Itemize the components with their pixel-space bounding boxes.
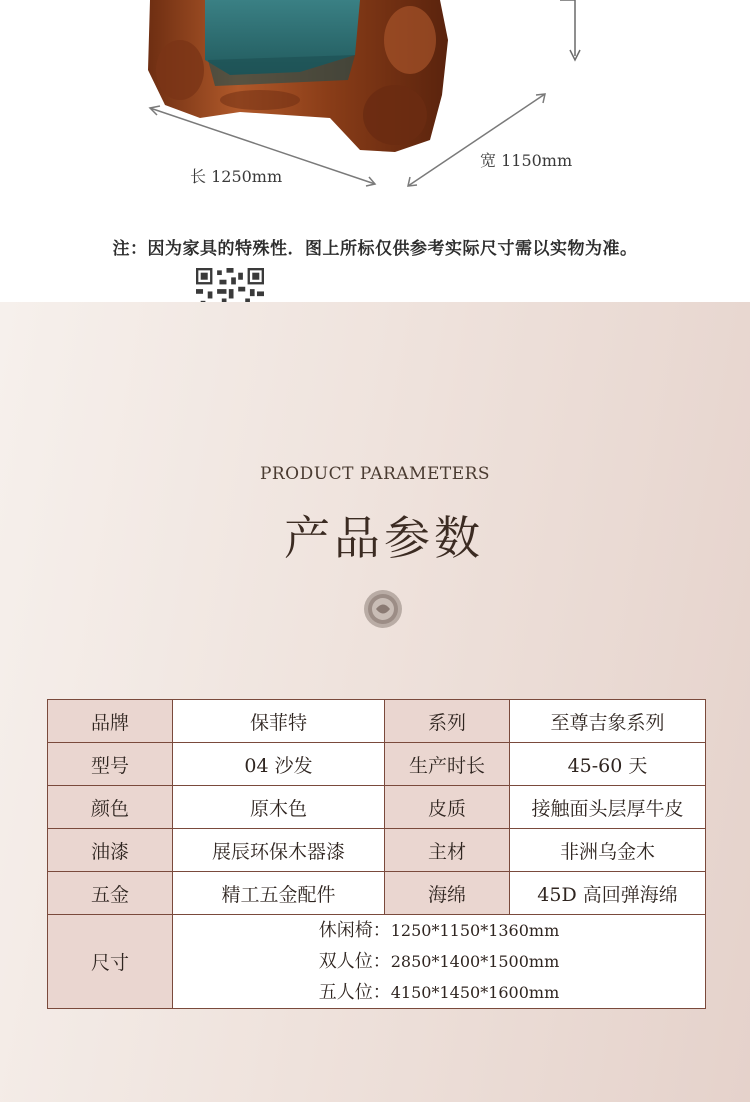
size-name: 双人位： (318, 951, 391, 972)
param-value: 精工五金配件 (173, 872, 385, 915)
param-value: 04 沙发 (173, 743, 385, 786)
table-row (48, 786, 706, 829)
param-label: 系列 (385, 700, 510, 743)
table-row (48, 700, 706, 743)
section-title-en: PRODUCT PARAMETERS (259, 464, 491, 484)
param-label: 油漆 (48, 829, 173, 872)
ornament-seal-icon (362, 588, 404, 630)
param-value: 至尊吉象系列 (510, 700, 706, 743)
size-line-five-seat (173, 977, 705, 1008)
section-title-cn: 产品参数 (284, 511, 484, 565)
param-value: 原木色 (173, 786, 385, 829)
param-label: 主材 (385, 829, 510, 872)
param-label: 五金 (48, 872, 173, 915)
param-label: 型号 (48, 743, 173, 786)
size-values (173, 915, 706, 1009)
param-value: 45D 高回弹海绵 (510, 872, 706, 915)
size-line-lounge-chair (173, 915, 705, 946)
param-value: 保菲特 (173, 700, 385, 743)
param-label: 生产时长 (385, 743, 510, 786)
param-value: 接触面头层厚牛皮 (510, 786, 706, 829)
parameters-table (47, 699, 706, 1009)
size-value: 1250*1150*1360mm (390, 921, 560, 940)
size-row (48, 915, 706, 1009)
size-line-two-seat (173, 946, 705, 977)
product-parameters-section (0, 302, 750, 1102)
param-value: 非洲乌金木 (510, 829, 706, 872)
size-value: 2850*1400*1500mm (390, 952, 560, 971)
param-label: 皮质 (385, 786, 510, 829)
param-label: 颜色 (48, 786, 173, 829)
sofa-photo (0, 0, 750, 200)
table-row (48, 829, 706, 872)
param-value: 展辰环保木器漆 (173, 829, 385, 872)
param-label: 海绵 (385, 872, 510, 915)
dimension-note: 注：因为家具的特殊性．图上所标仅供参考实际尺寸需以实物为准。 (112, 239, 638, 259)
table-row (48, 872, 706, 915)
param-value: 45-60 天 (510, 743, 706, 786)
size-name: 休闲椅： (318, 920, 391, 941)
param-label: 品牌 (48, 700, 173, 743)
size-name: 五人位： (318, 982, 391, 1003)
table-row (48, 743, 706, 786)
product-dimension-section (0, 0, 750, 302)
length-label: 长 1250mm (190, 167, 283, 186)
width-label: 宽 1150mm (480, 151, 573, 170)
size-value: 4150*1450*1600mm (390, 983, 560, 1002)
size-label: 尺寸 (48, 915, 173, 1009)
